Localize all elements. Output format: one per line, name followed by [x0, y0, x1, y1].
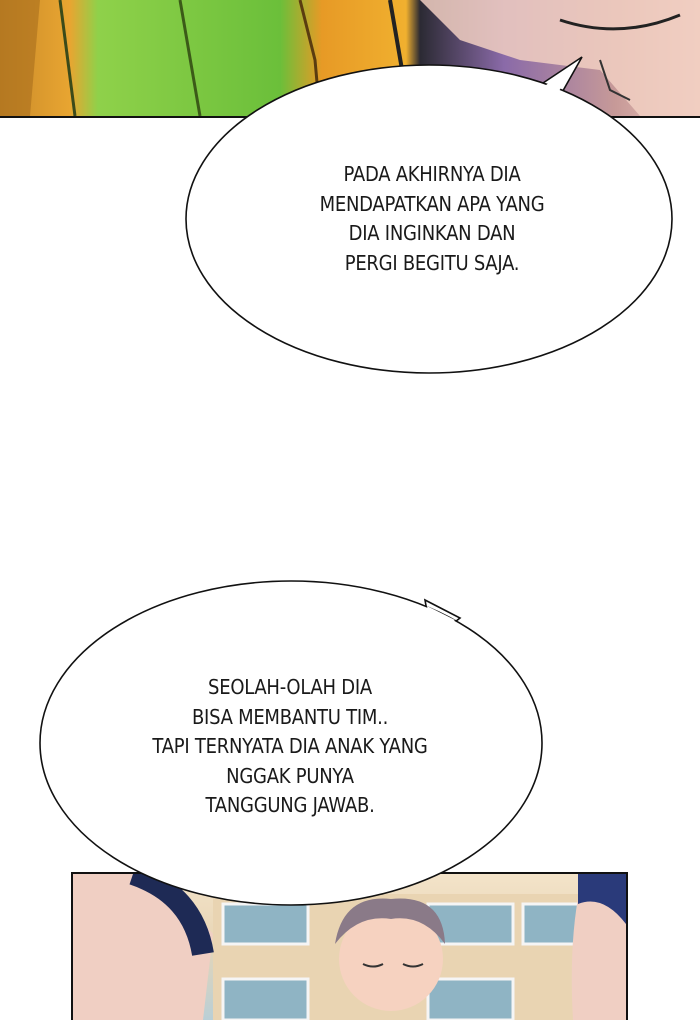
bubble-1-line-1: PADA AKHIRNYA DIA [343, 162, 521, 186]
bubble-2-line-1: SEOLAH-OLAH DIA [208, 675, 372, 699]
bubble-2-line-5: TANGGUNG JAWAB. [205, 793, 375, 817]
bubble-2-line-2: BISA MEMBANTU TIM.. [191, 704, 389, 729]
speech-bubble-2-text [110, 673, 470, 821]
speech-bubble-1-text [252, 160, 612, 278]
bubble-2-line-3: TAPI TERNYATA DIA ANAK YANG [152, 734, 428, 758]
bubble-2-line-4: NGGAK PUNYA [226, 763, 354, 788]
bubble-1-line-2: MENDAPATKAN APA YANG [319, 191, 545, 216]
bubble-1-line-4: PERGI BEGITU SAJA. [344, 250, 520, 275]
bubble-1-line-3: DIA INGINKAN DAN [348, 221, 516, 245]
